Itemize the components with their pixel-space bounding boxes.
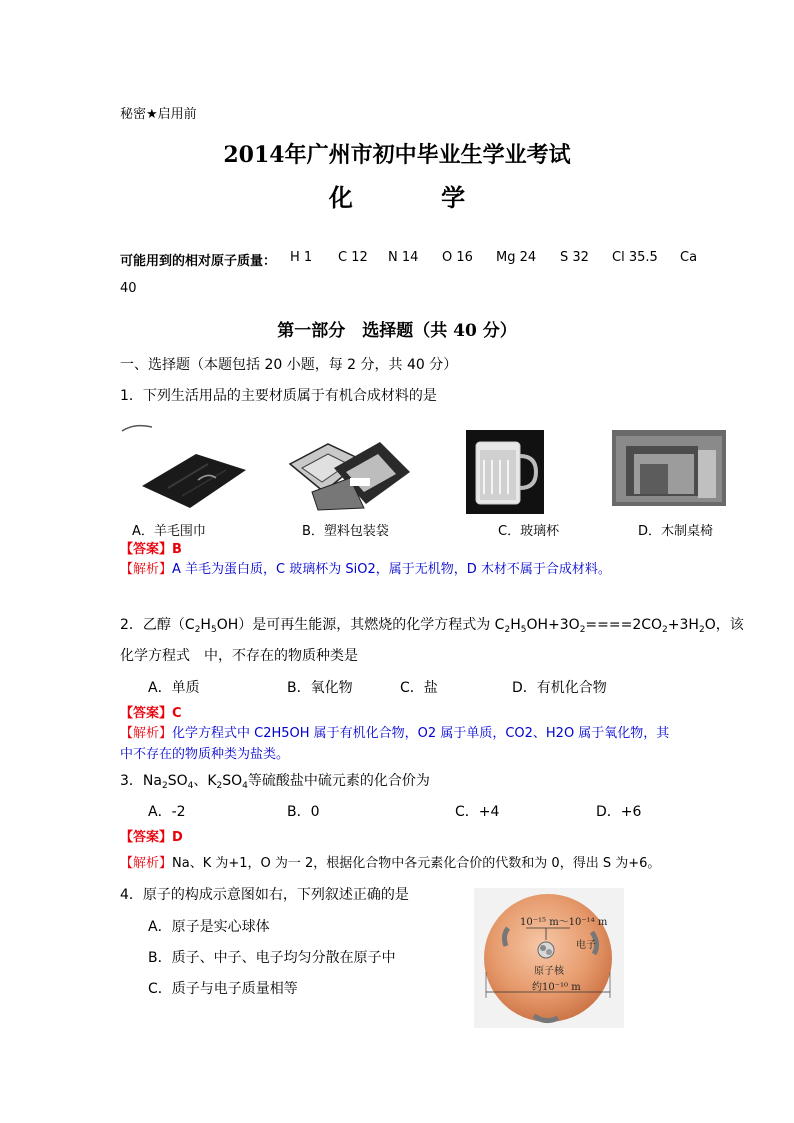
subscript: 2 (579, 625, 586, 635)
atom-diagram (474, 888, 624, 1028)
q2-stem-part: OH+3O (526, 617, 580, 633)
q2-stem-part: 2．乙醇（C (120, 617, 195, 633)
q1-option-a: A．羊毛围巾 (132, 524, 206, 539)
section-instruction: 一、选择题（本题包括 20 小题，每 2 分，共 40 分） (120, 357, 458, 373)
scratch-mark-icon (118, 420, 158, 434)
q2-stem-part: +3H (667, 617, 699, 633)
answer-tag: 【答案】 (120, 542, 173, 557)
subscript: 2 (161, 781, 168, 791)
subscript: 2 (194, 625, 201, 635)
analysis-text: Na、K 为+1，O 为一 2，根据化合物中各元素化合价的代数和为 0，得出 S 为+6。 (172, 856, 661, 871)
q1-stem: 1．下列生活用品的主要材质属于有机合成材料的是 (120, 388, 437, 404)
subscript: 2 (698, 625, 705, 635)
q1-option-d: D．木制桌椅 (638, 524, 714, 539)
q2-answer (120, 702, 182, 721)
q4-stem: 4．原子的构成示意图如右，下列叙述正确的是 (120, 887, 409, 903)
atomic-mass-item: Mg 24 (496, 250, 537, 265)
q3-option-c: C．+4 (455, 804, 500, 820)
q2-option-a: A．单质 (148, 680, 200, 696)
analysis-text: A 羊毛为蛋白质，C 玻璃杯为 SiO2，属于无机物，D 木材不属于合成材料。 (172, 562, 611, 577)
atomic-mass-item: O 16 (442, 250, 473, 265)
answer-tag: 【答案】 (120, 830, 173, 845)
subject-title: 化 学 (328, 183, 506, 212)
q2-stem (120, 614, 744, 635)
exam-title: 2014年广州市初中毕业生学业考试 (223, 142, 571, 168)
analysis-tag: 【解析】 (120, 726, 173, 741)
subscript: 4 (187, 781, 194, 791)
answer-tag: 【答案】 (120, 706, 173, 721)
q3-stem-part: SO (167, 773, 188, 789)
section-title: 第一部分 选择题（共 40 分） (277, 321, 517, 341)
atomic-mass-item: Ca (680, 250, 698, 265)
answer-value: D (172, 830, 183, 845)
nucleus-label: 原子核 (534, 966, 564, 977)
analysis-tag: 【解析】 (120, 856, 173, 871)
q2-option-d: D．有机化合物 (512, 680, 607, 696)
atomic-mass-wrap: 40 (120, 281, 137, 296)
q3-stem-part: SO (222, 773, 243, 789)
q3-answer (120, 826, 183, 845)
q3-analysis (120, 852, 660, 871)
subscript: 2 (504, 625, 511, 635)
atomic-mass-item: C 12 (338, 250, 368, 265)
subscript: 5 (520, 625, 527, 635)
q1-option-b: B．塑料包装袋 (302, 524, 389, 539)
confidential-mark: 秘密★启用前 (120, 107, 197, 122)
wool-scarf-image (138, 440, 250, 512)
subscript: 5 (210, 625, 217, 635)
q2-option-b: B．氧化物 (287, 680, 353, 696)
wooden-furniture-image (612, 430, 726, 506)
q1-analysis (120, 558, 611, 577)
electron-label: 电子 (576, 940, 596, 951)
q3-option-a: A．-2 (148, 804, 186, 820)
q1-answer (120, 538, 182, 557)
atomic-mass-item: Cl 35.5 (612, 250, 658, 265)
q2-analysis (120, 722, 669, 741)
atomic-mass-label: 可能用到的相对原子质量： (120, 254, 277, 269)
analysis-tag: 【解析】 (120, 562, 173, 577)
q3-stem-part: 、K (193, 773, 217, 789)
q3-stem (120, 770, 430, 791)
q4-option-b: B．质子、中子、电子均匀分散在原子中 (148, 950, 396, 966)
q4-option-c: C．质子与电子质量相等 (148, 981, 298, 997)
atomic-mass-item: S 32 (560, 250, 589, 265)
subscript: 2 (216, 781, 223, 791)
q2-option-c: C．盐 (400, 680, 438, 696)
q4-option-a: A．原子是实心球体 (148, 919, 270, 935)
q3-option-b: B．0 (287, 804, 320, 820)
q2-stem-part: H (510, 617, 521, 633)
glass-cup-image (466, 430, 544, 514)
q2-stem-part: H (200, 617, 211, 633)
q3-option-d: D．+6 (596, 804, 642, 820)
q2-stem-line2: 化学方程式 中，不存在的物质种类是 (120, 648, 358, 664)
nucleus-size-label: 10⁻¹⁵ m～10⁻¹⁴ m (520, 917, 608, 928)
q2-stem-part: OH）是可再生能源，其燃烧的化学方程式为 C (216, 617, 505, 633)
q2-analysis-line2: 中不存在的物质种类为盐类。 (120, 747, 290, 762)
answer-value: B (172, 542, 182, 557)
q3-stem-part: 3．Na (120, 773, 162, 789)
analysis-text: 化学方程式中 C2H5OH 属于有机化合物，O2 属于单质，CO2、H2O 属于氧化物，其 (172, 726, 670, 741)
q3-stem-part: 等硫酸盐中硫元素的化合价为 (247, 773, 430, 789)
q1-option-c: C．玻璃杯 (498, 524, 560, 539)
atom-size-label: 约10⁻¹⁰ m (532, 982, 581, 993)
subscript: 4 (242, 781, 248, 791)
q2-stem-part: ====2CO (585, 617, 663, 633)
q2-stem-part: O，该 (704, 617, 744, 633)
answer-value: C (172, 706, 182, 721)
atomic-mass-item: N 14 (388, 250, 419, 265)
subscript: 2 (662, 625, 668, 635)
atomic-mass-item: H 1 (290, 250, 313, 265)
plastic-bags-image (288, 430, 412, 512)
